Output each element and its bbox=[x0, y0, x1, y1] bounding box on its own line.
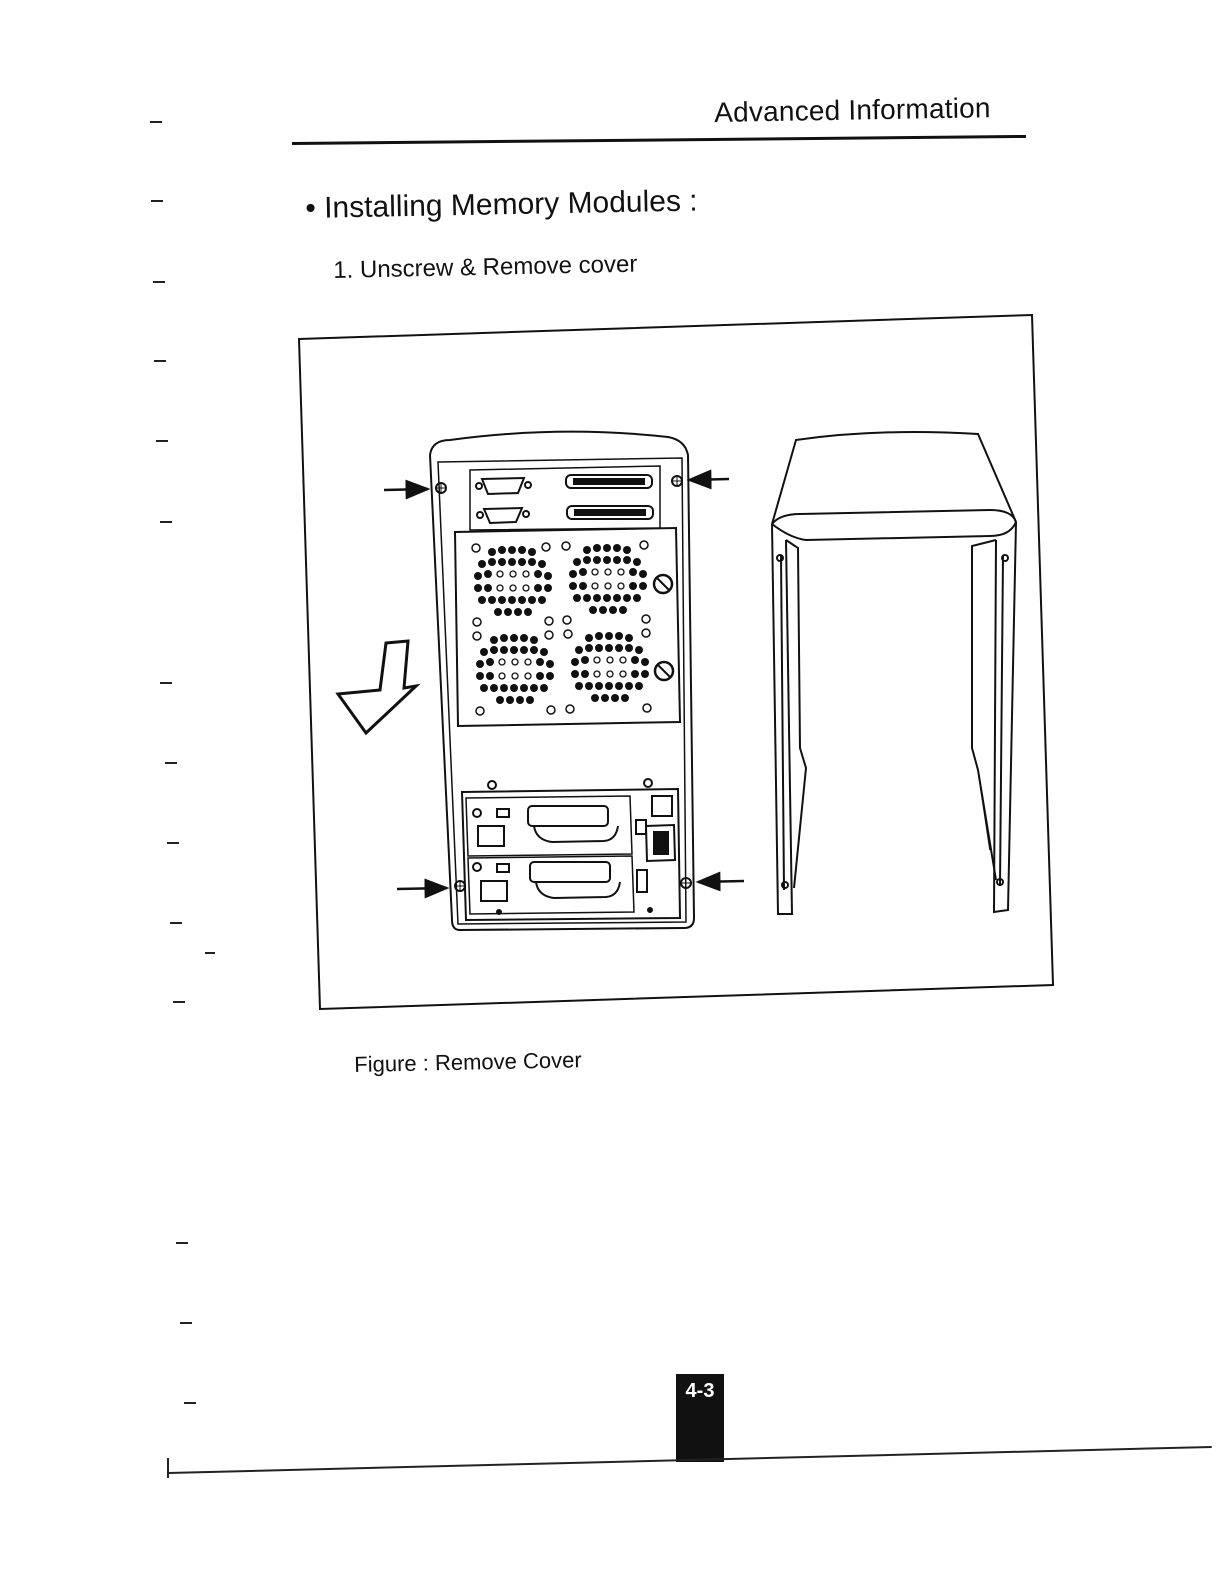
computer-rear-panel bbox=[430, 432, 694, 930]
header-title: Advanced Information bbox=[714, 92, 991, 128]
bottom-corner-mark bbox=[167, 1458, 169, 1478]
page-number: 4-3 bbox=[685, 1380, 715, 1402]
page-number-tab bbox=[676, 1374, 724, 1462]
step-text: 1. Unscrew & Remove cover bbox=[333, 250, 638, 284]
removed-cover bbox=[772, 432, 1016, 914]
section-title: • Installing Memory Modules : bbox=[305, 184, 698, 225]
fan-vents bbox=[472, 541, 651, 715]
slide-direction-arrow bbox=[338, 641, 416, 733]
figure-caption: Figure : Remove Cover bbox=[354, 1047, 582, 1077]
figure-frame bbox=[299, 315, 1053, 1009]
